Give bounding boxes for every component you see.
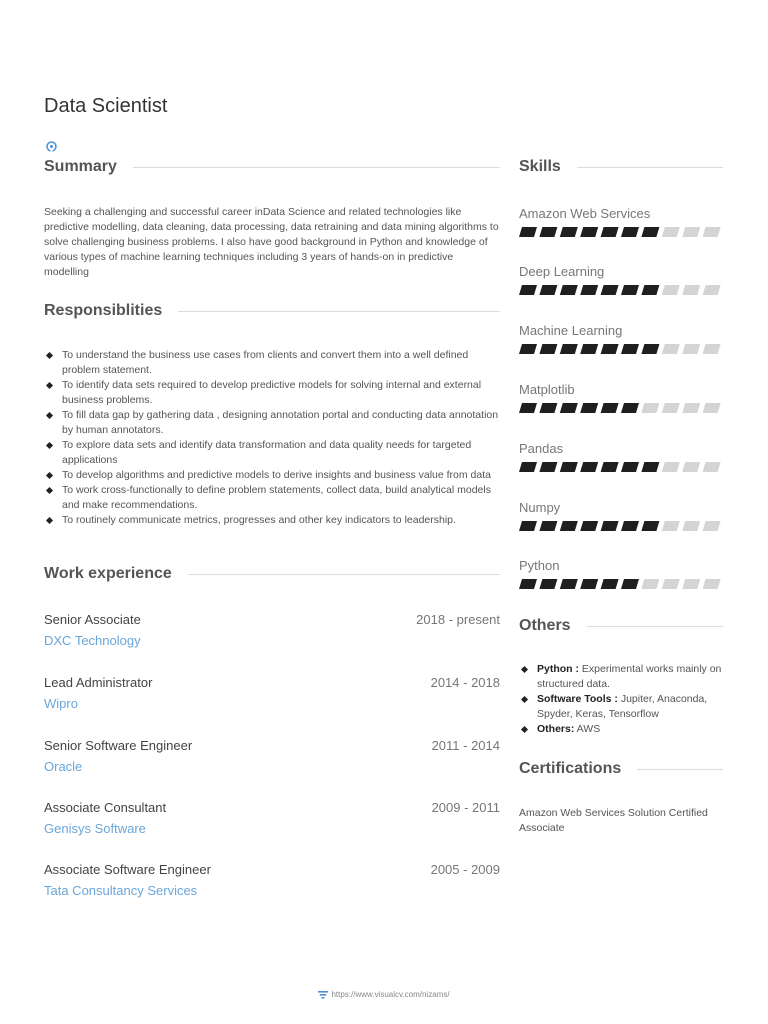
bullet-icon bbox=[46, 352, 53, 359]
job-title: Senior Associate bbox=[44, 612, 141, 627]
skill-segment-filled bbox=[621, 285, 639, 295]
list-item bbox=[519, 692, 723, 722]
bullet-icon bbox=[46, 487, 53, 494]
others-text: Jupiter, Anaconda, Spyder, Keras, Tensorflow bbox=[537, 693, 708, 720]
skill-item bbox=[519, 264, 723, 295]
bullet-icon bbox=[521, 726, 528, 733]
certification-text: Amazon Web Services Solution Certified Associate bbox=[519, 807, 708, 834]
job-entry bbox=[44, 800, 500, 844]
skill-segment-filled bbox=[560, 227, 578, 237]
skill-item bbox=[519, 500, 723, 531]
skill-item bbox=[519, 558, 723, 589]
skill-segment-filled bbox=[601, 521, 619, 531]
skill-name: Pandas bbox=[519, 441, 564, 456]
bullet-icon bbox=[46, 412, 53, 419]
others-heading bbox=[519, 617, 723, 635]
list-item bbox=[44, 348, 500, 378]
skill-segment-filled bbox=[539, 403, 557, 413]
skill-segment-empty bbox=[682, 579, 700, 589]
job-company[interactable]: Wipro bbox=[44, 696, 78, 711]
job-title: Senior Software Engineer bbox=[44, 738, 193, 753]
list-item-text: To develop algorithms and predictive models to derive insights and business value from data bbox=[62, 469, 491, 481]
skill-segment-filled bbox=[580, 403, 598, 413]
page-title: Data Scientist bbox=[44, 95, 168, 117]
skill-segment-filled bbox=[601, 403, 619, 413]
list-item bbox=[44, 468, 500, 483]
list-item-text: To understand the business use cases from clients and convert them into a well defined problem statement. bbox=[62, 349, 469, 376]
skill-segment-empty bbox=[703, 462, 721, 472]
section-divider bbox=[577, 167, 723, 168]
skill-segment-filled bbox=[621, 403, 639, 413]
skill-level-bar bbox=[519, 579, 723, 589]
skill-segment-filled bbox=[580, 462, 598, 472]
others-label: Python : bbox=[537, 663, 579, 675]
list-item-text: To routinely communicate metrics, progresses and other key indicators to leadership. bbox=[62, 514, 456, 526]
skill-segment-filled bbox=[580, 344, 598, 354]
skill-item bbox=[519, 206, 723, 237]
job-entry bbox=[44, 862, 500, 906]
skill-segment-empty bbox=[662, 227, 680, 237]
skill-segment-filled bbox=[580, 285, 598, 295]
skill-name: Python bbox=[519, 558, 560, 573]
skill-segment-filled bbox=[519, 579, 537, 589]
skill-segment-filled bbox=[580, 521, 598, 531]
skill-segment-filled bbox=[641, 227, 659, 237]
skill-segment-filled bbox=[519, 521, 537, 531]
list-item bbox=[519, 662, 723, 692]
skill-segment-filled bbox=[560, 579, 578, 589]
skill-segment-filled bbox=[621, 462, 639, 472]
others-label: Software Tools : bbox=[537, 693, 618, 705]
summary-heading bbox=[44, 158, 500, 176]
skill-segment-filled bbox=[621, 521, 639, 531]
bullet-icon bbox=[46, 382, 53, 389]
skill-segment-filled bbox=[539, 462, 557, 472]
skill-segment-empty bbox=[662, 403, 680, 413]
job-dates: 2009 - 2011 bbox=[431, 800, 500, 815]
list-item-text: To fill data gap by gathering data , designing annotation portal and conducting data annotation by human annotators. bbox=[62, 409, 499, 436]
skill-segment-filled bbox=[519, 403, 537, 413]
job-company[interactable]: Oracle bbox=[44, 759, 83, 774]
skill-level-bar bbox=[519, 403, 723, 413]
others-label: Others: bbox=[537, 723, 575, 735]
skill-segment-filled bbox=[580, 579, 598, 589]
others-text: AWS bbox=[574, 723, 601, 735]
skill-segment-filled bbox=[621, 227, 639, 237]
skill-segment-empty bbox=[662, 344, 680, 354]
skill-segment-filled bbox=[621, 579, 639, 589]
job-entry bbox=[44, 675, 500, 719]
list-item-text: To identify data sets required to develop predictive models for solving internal and external business problems. bbox=[62, 379, 482, 406]
job-title: Associate Consultant bbox=[44, 800, 167, 815]
list-item bbox=[44, 378, 500, 408]
skill-segment-empty bbox=[662, 579, 680, 589]
job-dates: 2005 - 2009 bbox=[430, 862, 500, 877]
list-item-text: To explore data sets and identify data transformation and data quality needs for targeted applications bbox=[62, 439, 472, 466]
summary-text: Seeking a challenging and successful career inData Science and related technologies like predictive modelling, data cleaning, data processing, data retraining and data mining algorithms to solve challenging business problems. I also have good background in Python and knowledge of various types of machine learning techniques including 3 years of hands-on in predictive modelling bbox=[44, 206, 499, 278]
skill-segment-filled bbox=[621, 344, 639, 354]
skill-level-bar bbox=[519, 227, 723, 237]
skill-segment-empty bbox=[682, 344, 700, 354]
skill-segment-empty bbox=[662, 462, 680, 472]
list-item bbox=[44, 408, 500, 438]
skill-segment-filled bbox=[641, 285, 659, 295]
section-divider bbox=[587, 626, 723, 627]
responsibilities-heading bbox=[44, 302, 500, 320]
skill-segment-empty bbox=[662, 521, 680, 531]
job-dates: 2011 - 2014 bbox=[431, 738, 500, 753]
skill-item bbox=[519, 323, 723, 354]
skill-segment-filled bbox=[539, 285, 557, 295]
skills-heading bbox=[519, 158, 723, 176]
job-company[interactable]: Tata Consultancy Services bbox=[44, 883, 198, 898]
skill-segment-empty bbox=[682, 285, 700, 295]
skill-segment-filled bbox=[601, 462, 619, 472]
skill-segment-filled bbox=[519, 285, 537, 295]
certifications-heading bbox=[519, 760, 723, 778]
skill-segment-filled bbox=[601, 344, 619, 354]
skill-segment-filled bbox=[539, 521, 557, 531]
skill-segment-empty bbox=[703, 285, 721, 295]
skill-segment-filled bbox=[519, 344, 537, 354]
certifications-title: Certifications bbox=[519, 760, 622, 777]
skill-segment-empty bbox=[641, 579, 659, 589]
skill-name: Numpy bbox=[519, 500, 561, 515]
others-list bbox=[519, 662, 723, 737]
github-icon[interactable] bbox=[46, 141, 57, 152]
skill-segment-empty bbox=[682, 521, 700, 531]
skill-segment-filled bbox=[539, 579, 557, 589]
list-item-text: To work cross-functionally to define problem statements, collect data, build analytical models and make recommendations. bbox=[62, 484, 491, 511]
skill-segment-empty bbox=[682, 403, 700, 413]
skill-segment-filled bbox=[641, 344, 659, 354]
skill-segment-empty bbox=[662, 285, 680, 295]
skill-segment-filled bbox=[641, 462, 659, 472]
footer-url[interactable]: https://www.visualcv.com/nizams/ bbox=[331, 990, 450, 999]
skill-segment-filled bbox=[580, 227, 598, 237]
skill-segment-empty bbox=[703, 403, 721, 413]
skill-segment-empty bbox=[682, 227, 700, 237]
bullet-icon bbox=[521, 666, 528, 673]
list-item bbox=[44, 438, 500, 468]
skill-name: Matplotlib bbox=[519, 382, 575, 397]
job-entry bbox=[44, 612, 500, 656]
skill-segment-filled bbox=[539, 227, 557, 237]
skill-level-bar bbox=[519, 344, 723, 354]
job-company[interactable]: DXC Technology bbox=[44, 633, 141, 648]
work-title: Work experience bbox=[44, 565, 172, 582]
section-divider bbox=[188, 574, 500, 575]
skill-name: Deep Learning bbox=[519, 264, 605, 279]
skill-segment-filled bbox=[519, 227, 537, 237]
skill-segment-filled bbox=[641, 521, 659, 531]
skill-segment-filled bbox=[601, 227, 619, 237]
skill-segment-filled bbox=[560, 344, 578, 354]
job-dates: 2018 - present bbox=[416, 612, 500, 627]
bullet-icon bbox=[521, 696, 528, 703]
skill-segment-empty bbox=[703, 521, 721, 531]
bullet-icon bbox=[46, 442, 53, 449]
visualcv-logo-icon bbox=[318, 991, 328, 999]
work-heading bbox=[44, 565, 500, 583]
skill-level-bar bbox=[519, 521, 723, 531]
skill-item bbox=[519, 441, 723, 472]
skill-segment-filled bbox=[601, 579, 619, 589]
section-divider bbox=[178, 311, 500, 312]
footer bbox=[0, 990, 768, 999]
job-company[interactable]: Genisys Software bbox=[44, 821, 146, 836]
list-item bbox=[519, 722, 723, 737]
bullet-icon bbox=[46, 472, 53, 479]
list-item bbox=[44, 513, 500, 528]
skill-segment-empty bbox=[703, 344, 721, 354]
skill-segment-filled bbox=[560, 462, 578, 472]
summary-title: Summary bbox=[44, 158, 117, 175]
job-dates: 2014 - 2018 bbox=[430, 675, 500, 690]
responsibilities-list bbox=[44, 348, 500, 528]
bullet-icon bbox=[46, 517, 53, 524]
skill-name: Amazon Web Services bbox=[519, 206, 651, 221]
skill-level-bar bbox=[519, 285, 723, 295]
job-entry bbox=[44, 738, 500, 782]
skill-segment-empty bbox=[703, 579, 721, 589]
skills-title: Skills bbox=[519, 158, 561, 175]
skill-segment-filled bbox=[560, 285, 578, 295]
section-divider bbox=[133, 167, 500, 168]
others-title: Others bbox=[519, 617, 571, 634]
skill-segment-empty bbox=[682, 462, 700, 472]
skill-level-bar bbox=[519, 462, 723, 472]
skill-item bbox=[519, 382, 723, 413]
job-title: Lead Administrator bbox=[44, 675, 153, 690]
skill-segment-filled bbox=[539, 344, 557, 354]
skill-segment-filled bbox=[560, 403, 578, 413]
responsibilities-title: Responsiblities bbox=[44, 302, 163, 319]
skill-segment-empty bbox=[703, 227, 721, 237]
skill-segment-filled bbox=[560, 521, 578, 531]
skill-segment-filled bbox=[601, 285, 619, 295]
others-text: Experimental works mainly on structured data. bbox=[537, 663, 722, 690]
skill-name: Machine Learning bbox=[519, 323, 623, 338]
section-divider bbox=[637, 769, 723, 770]
skill-segment-filled bbox=[519, 462, 537, 472]
job-title: Associate Software Engineer bbox=[44, 862, 211, 877]
skill-segment-empty bbox=[641, 403, 659, 413]
list-item bbox=[44, 483, 500, 513]
